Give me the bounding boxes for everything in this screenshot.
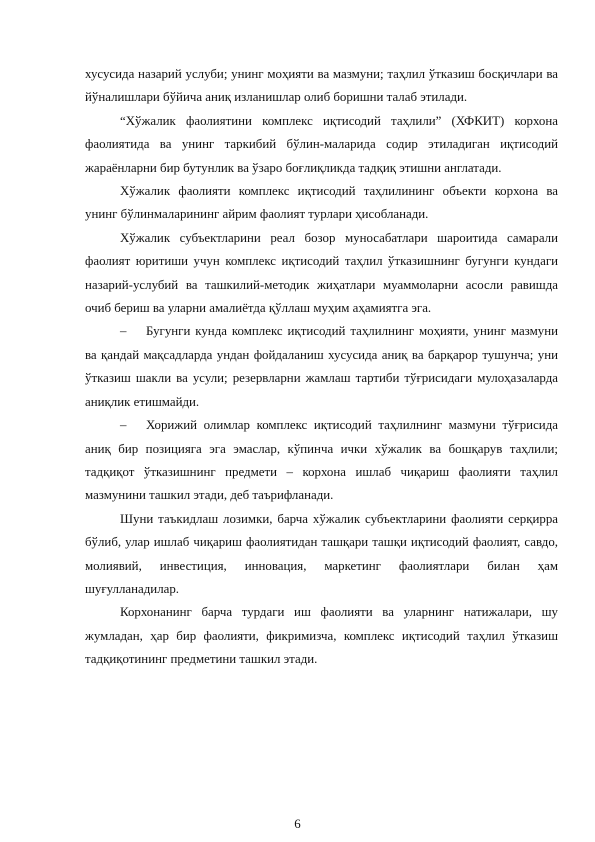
- dash-bullet: –: [120, 418, 127, 433]
- paragraph-continuation: хусусида назарий услуби; унинг моҳияти ва мазмуни; таҳлил ўтказиш босқичлари ва йўналишлари бўйича аниқ изланишлар олиб боришни талаб этилади.: [85, 67, 558, 105]
- document-page: [85, 63, 558, 672]
- paragraph-activities: Шуни таъкидлаш лозимки, барча хўжалик субъектларини фаолияти серқирра бўлиб, улар ишлаб чиқариш фаолиятидан ташқари ташқи иқтисодий фаолият, савдо, молиявий, инвестиция, инновация, маркетинг фаолиятлари билан ҳам шуғулланадилар.: [85, 511, 558, 596]
- paragraph-subject: Корхонанинг барча турдаги иш фаолияти ва уларнинг натижалари, шу жумладан, ҳар бир фаолияти, фикримизча, комплекс иқтисодий таҳлил ўтказиш тадқиқотининг предметини ташкил этади.: [85, 605, 558, 667]
- dash-list-text: Бугунги кунда комплекс иқтисодий таҳлилнинг моҳияти, унинг мазмуни ва қандай мақсадларда ундан фойдаланиш хусусида аниқ ва барқарор тушунча; уни ўтказиш шакли ва усули; резервларни жамлаш тартиби тўғрисидаги мулоҳазаларда аниқлик етишмайди.: [85, 324, 558, 409]
- paragraph-importance: Хўжалик субъектларини реал бозор муносабатлари шароитида самарали фаолият юритиши учун комплекс иқтисодий таҳлил ўтказишнинг бугунги кундаги назарий-услубий ва ташкилий-методик жиҳатлари муаммоларни асосли равишда очиб бериш ва уларни амалиётда қўллаш муҳим аҳамиятга эга.: [85, 230, 558, 316]
- dash-list-item: [85, 414, 558, 508]
- dash-bullet: –: [120, 324, 127, 339]
- paragraph-object: Хўжалик фаолияти комплекс иқтисодий таҳлилининг объекти корхона ва унинг бўлинмаларининг айрим фаолият турлари ҳисобланади.: [85, 184, 558, 222]
- page-number: 6: [294, 817, 301, 831]
- dash-list-text: Хорижий олимлар комплекс иқтисодий таҳлилнинг мазмуни тўғрисида аниқ бир позицияга эга эмаслар, кўпинча ички хўжалик ва бошқарув таҳлили; тадқиқот ўтказишнинг предмети – корхона ишлаб чиқариш фаолияти таҳлил мазмунини ташкил этади, деб таърифланади.: [85, 418, 558, 503]
- paragraph-definition: “Хўжалик фаолиятини комплекс иқтисодий таҳлили” (ХФКИТ) корхона фаолиятида ва унинг таркибий бўлин-маларида содир этиладиган иқтисодий жараёнларни бир бутунлик ва ўзаро боғлиқликда тадқиқ этишни англатади.: [85, 113, 558, 175]
- dash-list-item: [85, 320, 558, 414]
